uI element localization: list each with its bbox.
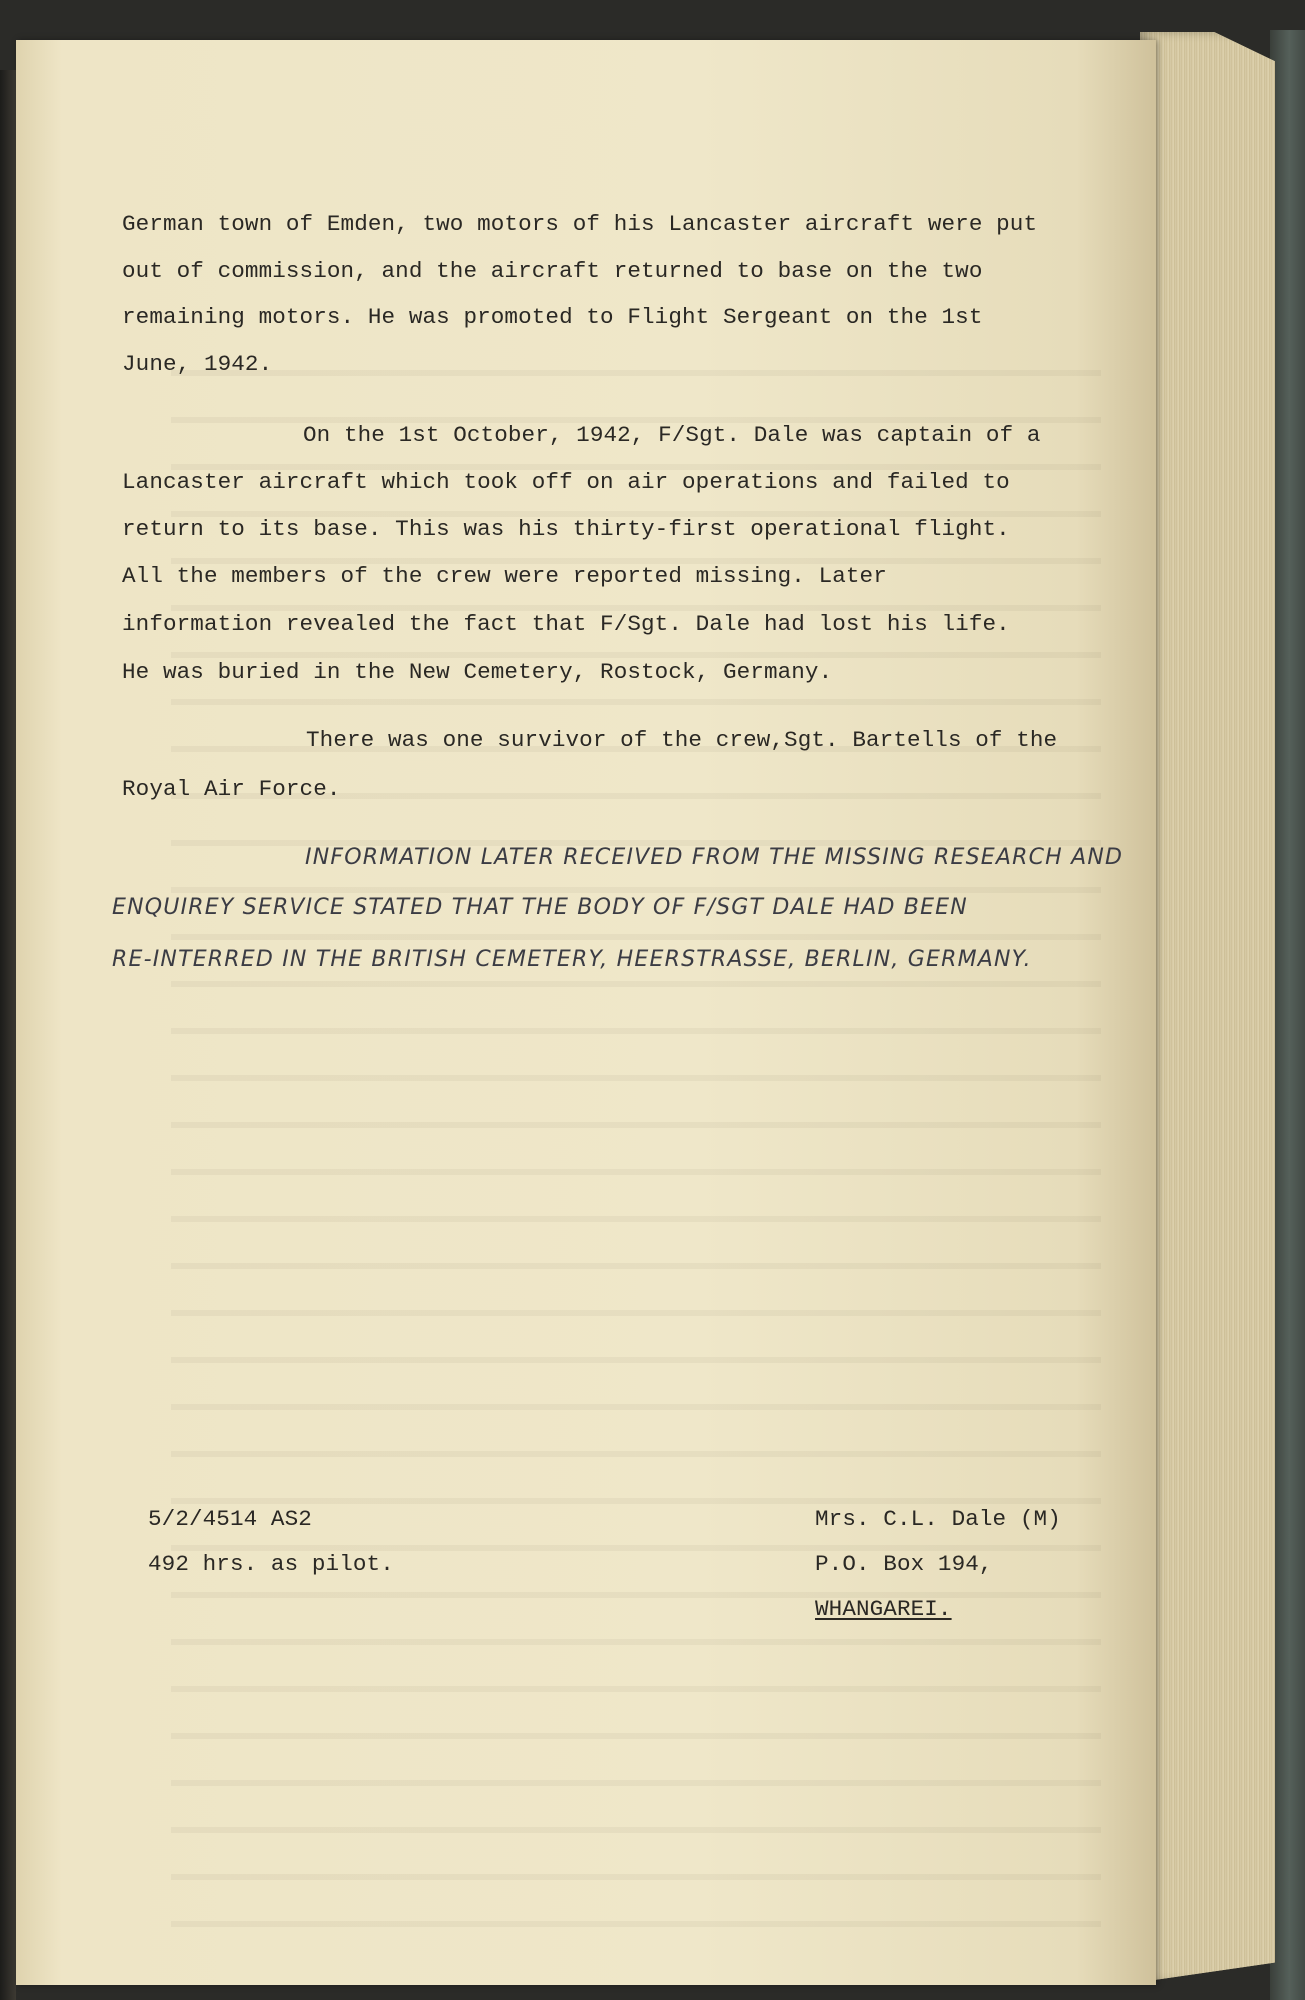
text-line: June, 1942.: [122, 351, 273, 377]
text-line: Royal Air Force.: [122, 776, 341, 802]
text-line: information revealed the fact that F/Sgt. Dale had lost his life.: [122, 611, 1010, 637]
flying-hours: 492 hrs. as pilot.: [148, 1551, 394, 1577]
text-line: There was one survivor of the crew,Sgt. Bartells of the: [306, 727, 1058, 753]
book-cover-right: [1270, 30, 1305, 2000]
text-line: return to its base. This was his thirty-first operational flight.: [122, 516, 1010, 542]
next-of-kin-box: P.O. Box 194,: [815, 1551, 993, 1577]
page-edges: [1140, 32, 1275, 1982]
text-line: He was buried in the New Cemetery, Rostock, Germany.: [122, 659, 833, 685]
book-cover-left: [0, 70, 16, 2000]
text-line: On the 1st October, 1942, F/Sgt. Dale was captain of a: [303, 422, 1041, 448]
text-line: remaining motors. He was promoted to Flight Sergeant on the 1st: [122, 304, 983, 330]
text-line: Lancaster aircraft which took off on air operations and failed to: [122, 469, 1010, 495]
handwritten-line: RE-INTERRED IN THE BRITISH CEMETERY, HEERSTRASSE, BERLIN, GERMANY.: [112, 947, 1032, 972]
next-of-kin-town: WHANGAREI.: [815, 1596, 952, 1622]
handwritten-line: INFORMATION LATER RECEIVED FROM THE MISSING RESEARCH AND: [305, 845, 1124, 870]
text-line: All the members of the crew were reported missing. Later: [122, 563, 887, 589]
typed-page: [16, 40, 1156, 1985]
next-of-kin-name: Mrs. C.L. Dale (M): [815, 1506, 1061, 1532]
file-reference: 5/2/4514 AS2: [148, 1506, 312, 1532]
text-line: German town of Emden, two motors of his Lancaster aircraft were put: [122, 211, 1038, 237]
handwritten-line: ENQUIREY SERVICE STATED THAT THE BODY OF F/SGT DALE HAD BEEN: [112, 895, 968, 920]
text-line: out of commission, and the aircraft returned to base on the two: [122, 258, 983, 284]
